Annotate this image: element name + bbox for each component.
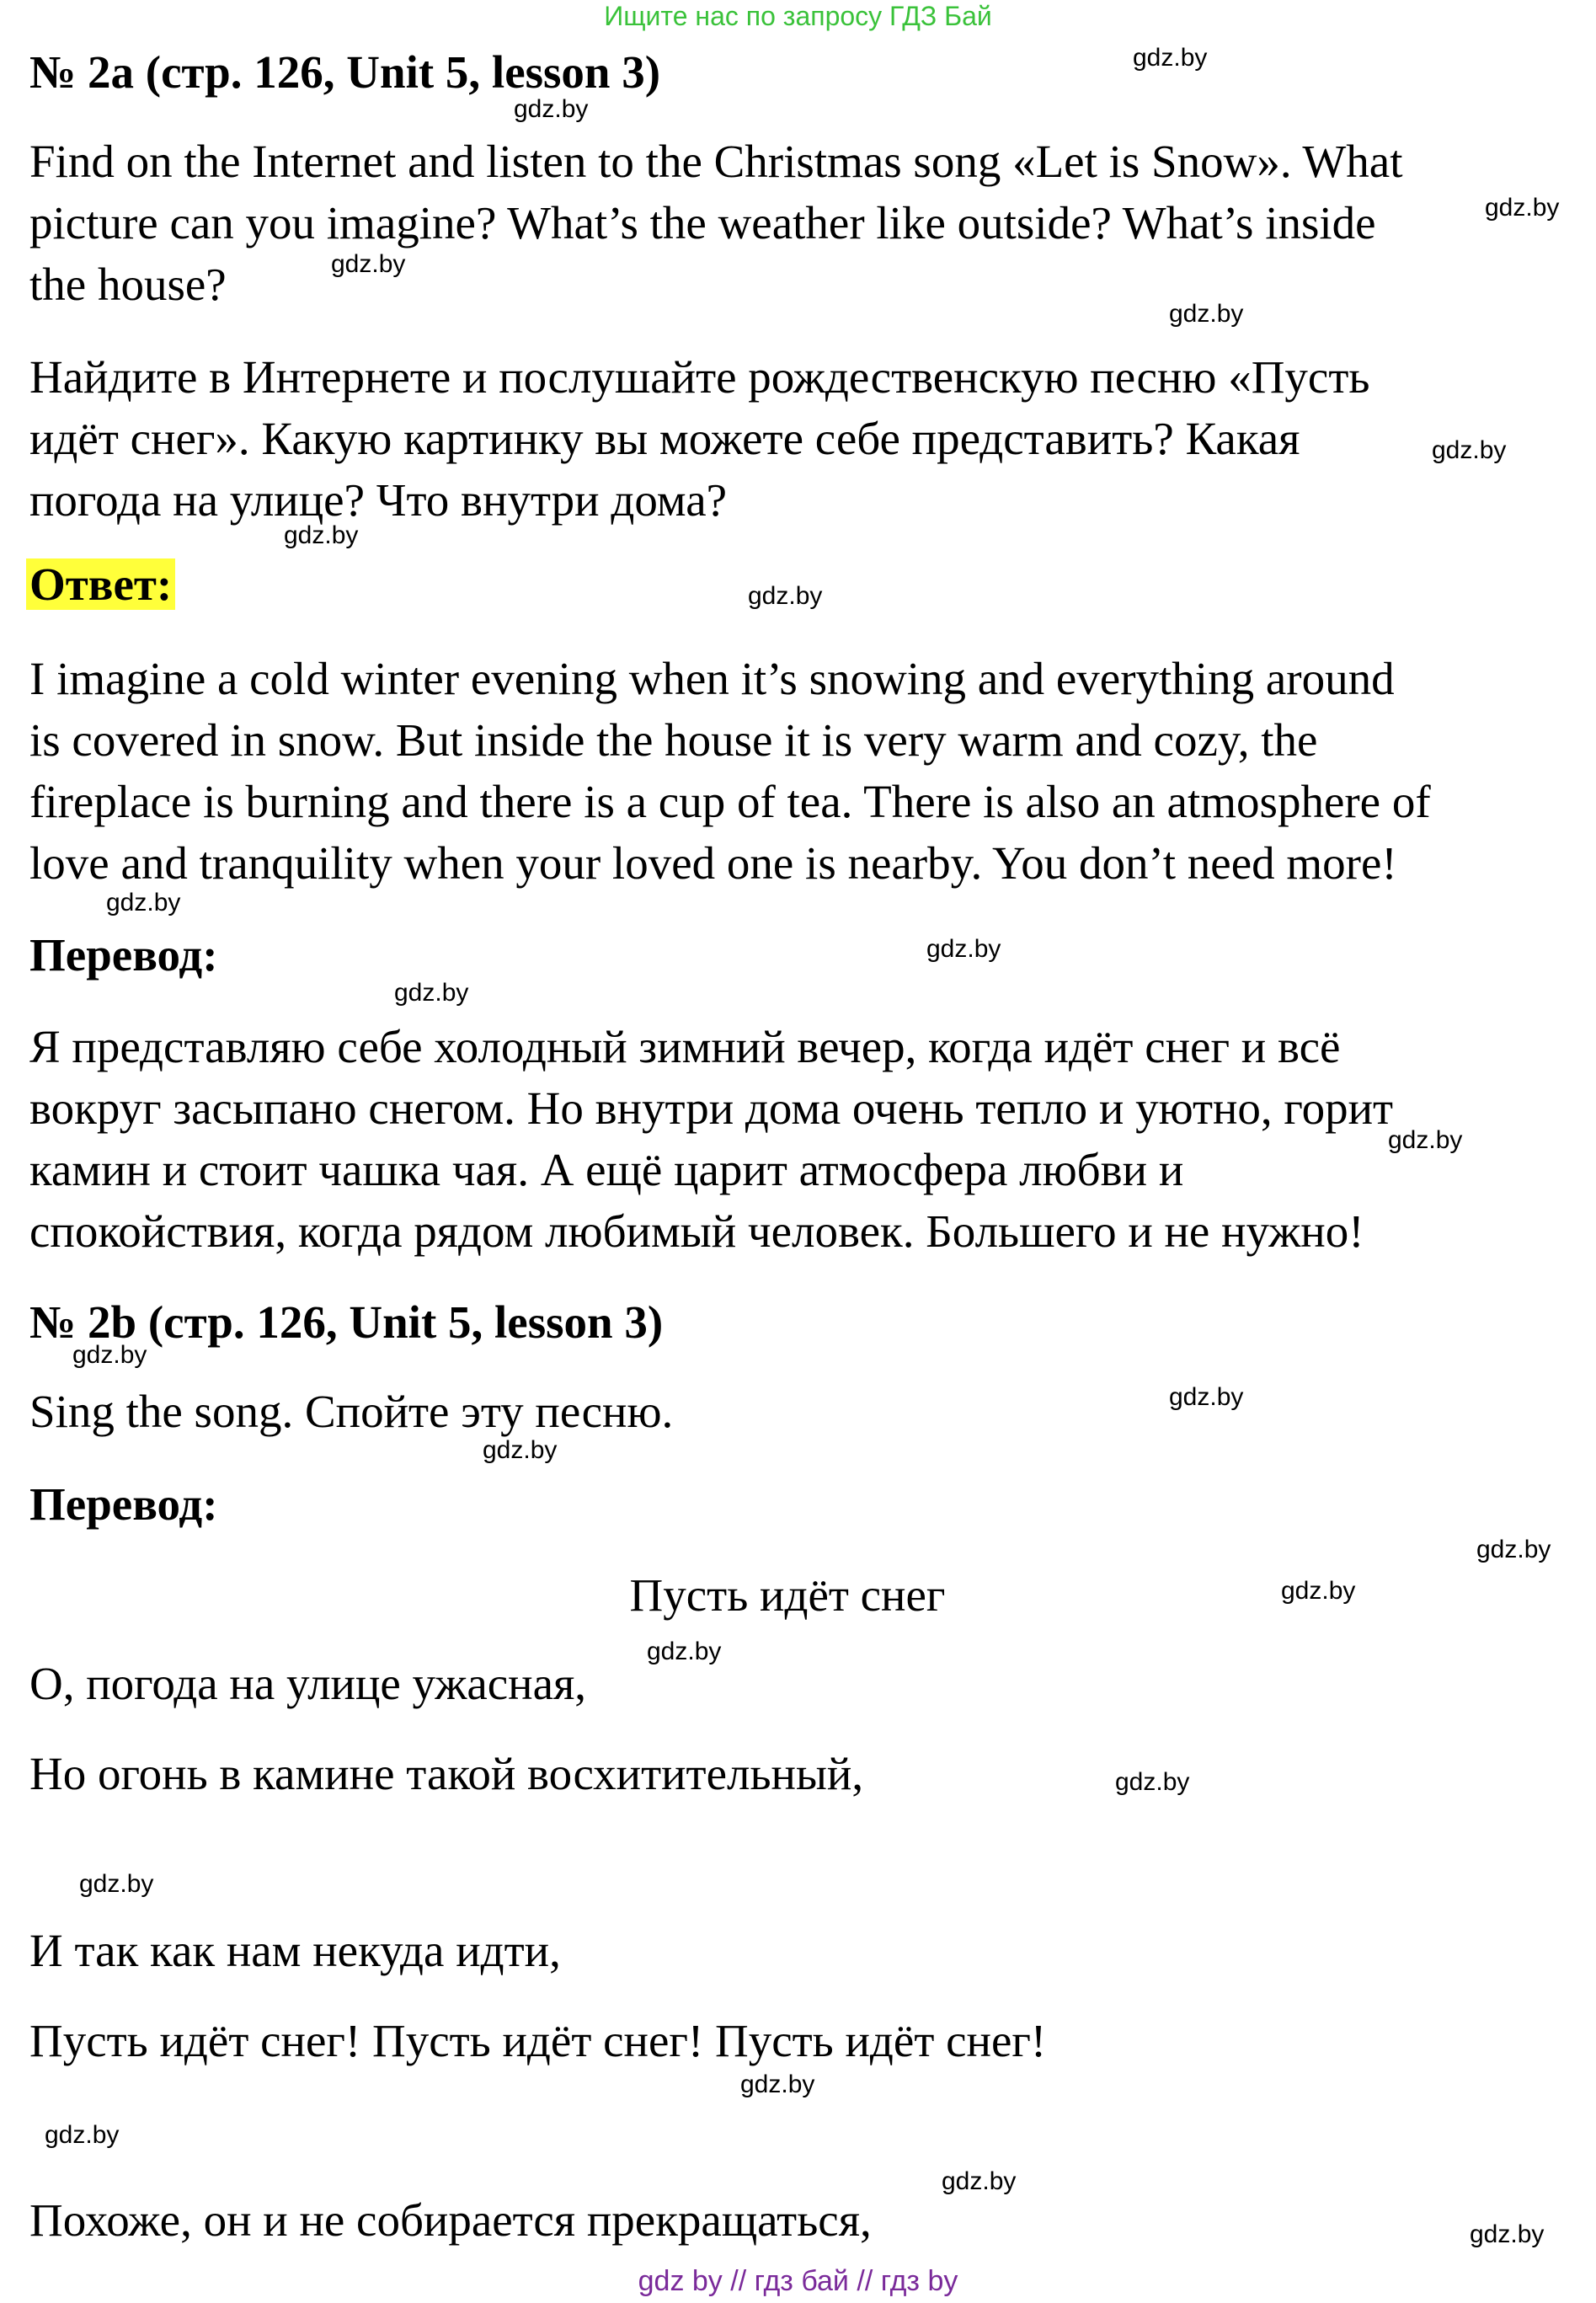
task-ru-line: погода на улице? Что внутри дома?: [29, 474, 728, 526]
translation-label: Перевод:: [29, 929, 218, 981]
watermark: gdz.by: [748, 582, 823, 610]
translation-line: камин и стоит чашка чая. А ещё царит атмосфера любви и: [29, 1144, 1184, 1195]
watermark: gdz.by: [483, 1436, 558, 1464]
watermark: gdz.by: [45, 2121, 120, 2149]
task-ru-line: Найдите в Интернете и послушайте рождественскую песню «Пусть: [29, 351, 1370, 403]
watermark: gdz.by: [284, 521, 359, 549]
watermark: gdz.by: [1388, 1126, 1463, 1154]
watermark: gdz.by: [514, 95, 589, 123]
watermark: gdz.by: [647, 1638, 722, 1665]
watermark: gdz.by: [1169, 1383, 1244, 1411]
footer: gdz by // гдз бай // гдз by: [638, 2265, 958, 2297]
watermark: gdz.by: [331, 250, 406, 278]
task-en-line: picture can you imagine? What’s the weather like outside? What’s inside: [29, 197, 1376, 248]
translation-line: Я представляю себе холодный зимний вечер, когда идёт снег и всё: [29, 1021, 1341, 1072]
watermark: gdz.by: [1470, 2220, 1545, 2248]
song-title: Пусть идёт снег: [629, 1569, 946, 1621]
top-banner: Ищите нас по запросу ГДЗ Бай: [604, 1, 992, 31]
lyrics-line: И так как нам некуда идти,: [29, 1925, 561, 1976]
translation-label-2b: Перевод:: [29, 1478, 218, 1530]
answer-label: Ответ:: [26, 558, 175, 610]
watermark: gdz.by: [72, 1341, 147, 1369]
watermark: gdz.by: [1133, 44, 1208, 72]
task-en-line: the house?: [29, 259, 227, 310]
translation-line: вокруг засыпано снегом. Но внутри дома очень тепло и уютно, горит: [29, 1082, 1394, 1134]
watermark: gdz.by: [1485, 194, 1560, 222]
answer-line: love and tranquility when your loved one is nearby. You don’t need more!: [29, 837, 1397, 889]
watermark: gdz.by: [926, 935, 1001, 963]
answer-line: I imagine a cold winter evening when it’s snowing and everything around: [29, 653, 1395, 704]
watermark: gdz.by: [1115, 1768, 1190, 1796]
lyrics-line: Пусть идёт снег! Пусть идёт снег! Пусть идёт снег!: [29, 2015, 1047, 2066]
exercise-2b-heading: № 2b (стр. 126, Unit 5, lesson 3): [29, 1296, 664, 1348]
lyrics-line: О, погода на улице ужасная,: [29, 1658, 587, 1709]
lyrics-line: Похоже, он и не собирается прекращаться,: [29, 2194, 872, 2246]
task-ru-line: идёт снег». Какую картинку вы можете себе представить? Какая: [29, 413, 1300, 464]
watermark: gdz.by: [1169, 300, 1244, 328]
watermark: gdz.by: [394, 979, 469, 1007]
watermark: gdz.by: [79, 1870, 154, 1898]
watermark: gdz.by: [740, 2071, 815, 2098]
exercise-2b-task: Sing the song. Спойте эту песню.: [29, 1386, 674, 1437]
watermark: gdz.by: [1432, 436, 1507, 464]
watermark: gdz.by: [942, 2167, 1017, 2195]
watermark: gdz.by: [1476, 1536, 1551, 1563]
watermark: gdz.by: [1281, 1577, 1356, 1605]
task-en-line: Find on the Internet and listen to the Christmas song «Let is Snow». What: [29, 136, 1403, 187]
lyrics-line: Но огонь в камине такой восхитительный,: [29, 1748, 864, 1799]
answer-line: fireplace is burning and there is a cup of tea. There is also an atmosphere of: [29, 776, 1431, 827]
translation-line: спокойствия, когда рядом любимый человек. Большего и не нужно!: [29, 1205, 1364, 1257]
answer-line: is covered in snow. But inside the house it is very warm and cozy, the: [29, 714, 1318, 766]
exercise-2a-heading: № 2a (стр. 126, Unit 5, lesson 3): [29, 46, 661, 98]
watermark: gdz.by: [106, 889, 181, 916]
